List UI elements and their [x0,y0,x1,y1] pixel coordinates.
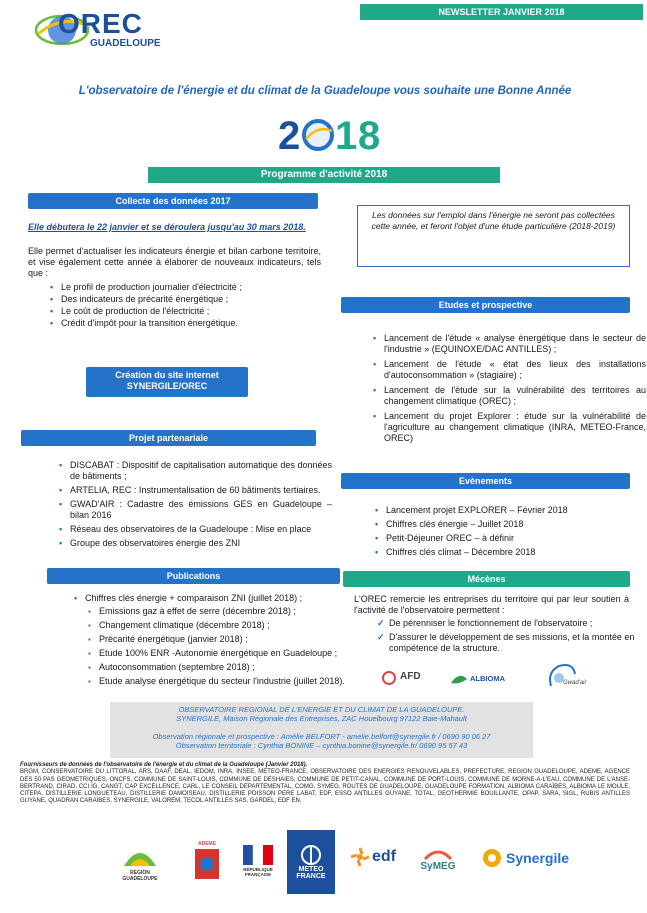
providers-title: Fournisseurs de données de l'observatoire de l'énergie et du climat de la Guadeloupe (Janvier 2018). [20,762,308,768]
list-item: • Lancement projet EXPLORER – Février 2018 [386,505,646,516]
list-item: • Réseau des observatoires de la Guadeloupe : Mise en place [70,524,332,535]
list-item: • ARTELIA, REC : Instrumentalisation de 60 bâtiments tertiaires. [70,485,332,496]
list-item: ✓ De pérenniser le fonctionnement de l'observatoire ; [389,618,647,629]
list-item: ▪ Changement climatique (décembre 2018) ; [99,620,359,631]
collecte-intro: Elle permet d'actualiser les indicateurs énergie et bilan carbone territoire, et vise également cette année à élaborer de nouveaux indicateurs, tels que : [28,246,321,278]
afd-label: AFD [400,671,421,682]
list-item: • Lancement de l'étude « état des lieux des installations d'autoconsommation » (stagiaire) ; [384,359,646,381]
region-icon [120,840,160,870]
gwadair-label: Gwad'air [563,680,587,686]
list-item: ▪ Précarité énergétique (janvier 2018) ; [99,634,359,645]
edf-label: edf [372,848,396,865]
providers-text: BRGM, CONSERVATOIRE DU LITTORAL, ARS, DAAF, DEAL, IEDOM, INRA, INSEE, METEO-FRANCE, OBSERVATOIRE DES ENERGIES RENOUVELABLES, PREFECTURE, REGION GUADELOUPE, ADEME, AGENCE DES 50 PAS GEOMETRIQUES, ONCFS, COMMUNE DE SAINT-LOUIS, COMMUNE DE DESHAIES, COMMUNE DE PETIT-CANAL, COMMUNE DE PORT-LOUIS, COMMUNE DE MORNE-A-L'EAU, COMMUNE DE L'ANSE-BERTRAND, CIRAD, CCI IG, CANGT, CAP EXCELLENCE, CARL, LE CONSEIL DEPARTEMENTAL, COMG, SYMEG, ROUTES DE GUADELOUPE, GUADELOUPE FORMATION, ALBIOMA CARAÏBES, ALBIOMA LE MOULE, CITEPA, DISTILLERIE LONGUETEAU, DISTILLERIE DAMOISEAU, DISTILLERIE POISSON PERE LABAT, EDF, ESSO ANTILLES GUYANE, TOTAL, GEOTHERMIE BOUILLANTE, OPAP, SARA, SIGL, RUBIS ANTILLES GUYANE, QUADRAN CARAÏBES, SYNERGILE, VALOREM, TECOL ANTILLES SAS, GARDEL, EDF EN. [20,769,630,805]
evenements-heading: Evènements [341,473,630,489]
year-2018-graphic [278,113,388,157]
afd-circle-icon [382,671,396,685]
list-item: • Groupe des observatoires énergie des ZNI [70,538,332,549]
mecenes-heading: Mécènes [343,571,630,587]
logo-subtext: GUADELOUPE [90,38,161,49]
list-item: • GWAD'AIR : Cadastre des émissions GES en Guadeloupe – bilan 2016 [70,499,332,521]
list-item: ▪ Autoconsommation (septembre 2018) ; [99,662,359,673]
ademe-logo [188,836,226,886]
afd-logo [380,668,450,688]
list-item: • Chiffres clés énergie + comparaison ZNI (juillet 2018) ; [85,593,357,604]
list-item: • DISCABAT : Dispositif de capitalisation automatique des données de bâtiments ; [70,460,332,482]
orec-logo [34,8,161,54]
list-item: • Le profil de production journalier d'électricité ; [61,282,341,293]
footer-line3: Observation régionale et prospective : Amélie BELFORT - amelie.belfort@synergile.fr / 0690 90 06 27 [152,732,491,741]
albioma-leaf-icon [450,673,468,685]
emploi-note: Les données sur l'emploi dans l'énergie ne seront pas collectées cette année, et feront l'objet d'une étude particulière (2018-2019) [357,205,630,267]
meteo-label: METEO FRANCE [296,866,326,880]
synergile-icon [481,847,503,869]
symeg-arc-icon [423,849,453,861]
list-item: • Lancement du projet Explorer : étude sur la vulnérabilité de l'agriculture au changement climatique (INRA, METEO-France, OREC) [384,411,646,444]
creation-line1: Création du site internet [115,370,219,380]
ademe-icon [192,847,222,881]
list-item: • Chiffres clés climat – Décembre 2018 [386,547,646,558]
albioma-label: ALBIOMA [470,674,505,683]
list-item: • Le coût de production de l'électricité ; [61,306,341,317]
newsletter-banner: NEWSLETTER JANVIER 2018 [360,4,643,20]
publications-heading: Publications [47,568,340,584]
albioma-logo [450,670,530,688]
mecenes-list [372,618,647,655]
meteo-france-logo [287,830,335,894]
evenements-list [369,505,646,559]
year-graphic [278,113,388,155]
footer-line1: OBSERVATOIRE REGIONAL DE L'ENERGIE ET DU CLIMAT DE LA GUADELOUPE. [178,705,465,714]
creation-heading [86,367,248,397]
logo-text: OREC [58,8,143,39]
synergile-label: Synergile [505,850,570,866]
republique-label: RÉPUBLIQUE FRANÇAISE [243,867,273,877]
footer-line2: SYNERGILE, Maison Régionale des Entreprises, ZAC Houelbourg 97122 Baie-Mahault [176,714,467,723]
svg-text:1: 1 [335,114,360,157]
list-item: ▪ Emissions gaz à effet de serre (décembre 2018) ; [99,606,359,617]
projet-list [53,460,332,550]
mecenes-intro: L'OREC remercie les entreprises du territoire qui par leur soutien à l'activité de l'observatoire permettent : [354,594,629,615]
list-item: • Crédit d'impôt pour la transition énergétique. [61,318,341,329]
footer-line4: Observation territoriale : Cynthia BONINE – cynthia.bonine@synergile.fr/ 0690 95 57 43 [175,741,468,750]
republique-logo [236,834,280,888]
collecte-list [44,282,341,330]
region-guadeloupe-logo [112,832,168,890]
symeg-logo [414,840,462,880]
list-item: • Chiffres clés énergie – Juillet 2018 [386,519,646,530]
gwadair-logo [545,662,595,694]
projet-heading: Projet partenariale [21,430,316,446]
collecte-dates: Elle débutera le 22 janvier et se déroulera jusqu'au 30 mars 2018. [28,222,306,232]
data-providers [20,762,630,806]
list-item: ▪ Etude 100% ENR -Autonomie énergétique en Guadeloupe ; [99,648,359,659]
flag-icon [243,845,273,865]
list-item: ✓ D'assurer le développement de ses missions, et la montée en compétence de la structure. [389,632,647,654]
publications-list [82,606,359,688]
creation-line2: SYNERGILE/OREC [126,381,208,391]
synergile-logo [470,842,580,874]
meteo-icon [300,844,322,866]
svg-text:2: 2 [278,114,303,157]
region-label: REGION GUADELOUPE [122,870,158,882]
list-item: • Lancement de l'étude « analyse énergétique dans le secteur de l'industrie » (EQUINOXE/DAC ANTILLES) ; [384,333,646,355]
edf-swirl-icon [350,847,370,867]
programme-banner: Programme d'activité 2018 [148,167,500,183]
list-item: • Petit-Déjeuner OREC – à définir [386,533,646,544]
etudes-list [367,333,646,445]
greeting-subtitle: L'observatoire de l'énergie et du climat de la Guadeloupe vous souhaite une Bonne Année [78,85,572,97]
list-item: • Lancement de l'étude sur la vulnérabilité des territoires au changement climatique (OREC) ; [384,385,646,407]
contact-footer [110,702,533,758]
collecte-heading: Collecte des données 2017 [28,193,318,209]
etudes-heading: Etudes et prospective [341,297,630,313]
ademe-label: ADEME [197,841,217,847]
svg-text:8: 8 [358,114,383,157]
symeg-label: SyMEG [420,860,456,872]
publications-main [68,593,357,605]
list-item: • Des indicateurs de précarité énergétique ; [61,294,341,305]
list-item: ▪ Etude analyse énergétique du secteur l'industrie (juillet 2018). [99,676,359,687]
edf-logo [343,842,403,872]
